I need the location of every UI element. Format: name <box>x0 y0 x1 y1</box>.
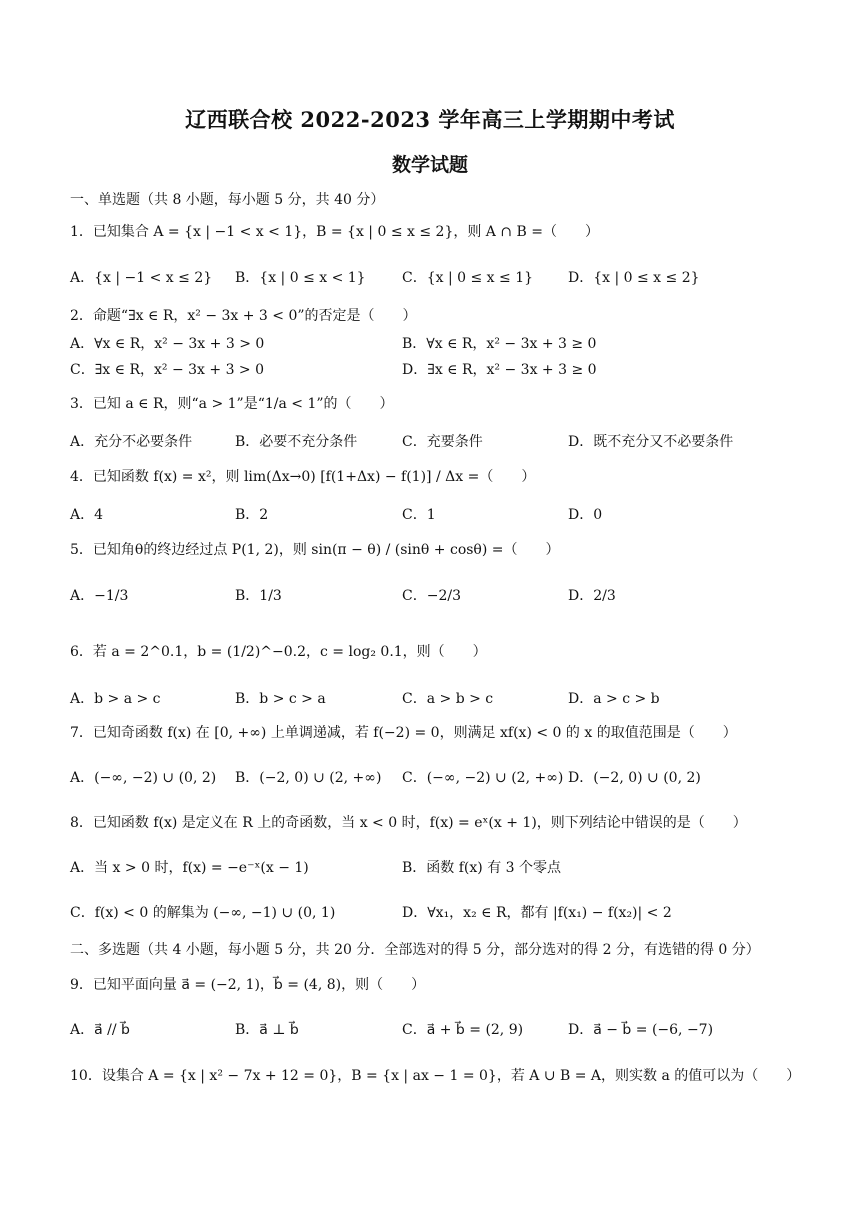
question-5-stem: 5．已知角θ的终边经过点 P(1, 2)，则 sin(π − θ) / (sinθ + cosθ) =（ ） <box>70 542 560 558</box>
question-2-option-c: C．∃x ∈ R，x² − 3x + 3 > 0 <box>70 362 265 378</box>
question-1-option-b: B．{x | 0 ≤ x < 1} <box>235 270 366 286</box>
question-7-option-d: D．(−2, 0) ∪ (0, 2) <box>568 770 701 786</box>
question-7-option-c: C．(−∞, −2) ∪ (2, +∞) <box>402 770 564 786</box>
question-4-option-d: D．0 <box>568 507 603 523</box>
question-10-stem: 10．设集合 A = {x | x² − 7x + 12 = 0}，B = {x | ax − 1 = 0}，若 A ∪ B = A，则实数 a 的值可以为（ ） <box>70 1068 801 1084</box>
question-8-option-d: D．∀x₁，x₂ ∈ R，都有 |f(x₁) − f(x₂)| < 2 <box>402 905 672 921</box>
question-1-option-d: D．{x | 0 ≤ x ≤ 2} <box>568 270 700 286</box>
question-5-option-a: A．−1/3 <box>70 588 129 604</box>
question-9-option-d: D．a⃗ − b⃗ = (−6, −7) <box>568 1022 714 1038</box>
question-6-option-a: A．b > a > c <box>70 691 161 707</box>
question-8-stem: 8．已知函数 f(x) 是定义在 R 上的奇函数，当 x < 0 时，f(x) = eˣ(x + 1)，则下列结论中错误的是（ ） <box>70 815 747 831</box>
question-6-option-c: C．a > b > c <box>402 691 494 707</box>
question-4-option-b: B．2 <box>235 507 269 523</box>
question-8-option-b: B．函数 f(x) 有 3 个零点 <box>402 860 561 876</box>
exam-title: 辽西联合校 2022-2023 学年高三上学期期中考试 <box>185 107 675 132</box>
question-4-option-c: C．1 <box>402 507 436 523</box>
question-7-option-a: A．(−∞, −2) ∪ (0, 2) <box>70 770 217 786</box>
question-7-stem: 7．已知奇函数 f(x) 在 [0, +∞) 上单调递减，若 f(−2) = 0，则满足 xf(x) < 0 的 x 的取值范围是（ ） <box>70 725 737 741</box>
section-heading-multiple-choice: 二、多选题（共 4 小题，每小题 5 分，共 20 分．全部选对的得 5 分，部分选对的得 2 分，有选错的得 0 分） <box>70 942 760 958</box>
question-3-option-c: C．充要条件 <box>402 434 483 450</box>
question-2-stem: 2．命题“∃x ∈ R，x² − 3x + 3 < 0”的否定是（ ） <box>70 308 417 324</box>
question-9-stem: 9．已知平面向量 a⃗ = (−2, 1)，b⃗ = (4, 8)，则（ ） <box>70 977 426 993</box>
section-heading-single-choice: 一、单选题（共 8 小题，每小题 5 分，共 40 分） <box>70 192 385 208</box>
question-3-option-a: A．充分不必要条件 <box>70 434 193 450</box>
question-2-option-b: B．∀x ∈ R，x² − 3x + 3 ≥ 0 <box>402 336 597 352</box>
question-3-option-b: B．必要不充分条件 <box>235 434 358 450</box>
exam-subtitle: 数学试题 <box>391 154 468 176</box>
question-6-option-d: D．a > c > b <box>568 691 660 707</box>
question-4-option-a: A．4 <box>70 507 104 523</box>
question-6-option-b: B．b > c > a <box>235 691 326 707</box>
question-5-option-d: D．2/3 <box>568 588 616 604</box>
question-8-option-c: C．f(x) < 0 的解集为 (−∞, −1) ∪ (0, 1) <box>70 905 336 921</box>
question-2-option-d: D．∃x ∈ R，x² − 3x + 3 ≥ 0 <box>402 362 597 378</box>
question-1-stem: 1．已知集合 A = {x | −1 < x < 1}，B = {x | 0 ≤ x ≤ 2}，则 A ∩ B =（ ） <box>70 224 600 240</box>
question-7-option-b: B．(−2, 0) ∪ (2, +∞) <box>235 770 382 786</box>
question-9-option-b: B．a⃗ ⊥ b⃗ <box>235 1022 299 1038</box>
question-8-option-a: A．当 x > 0 时，f(x) = −e⁻ˣ(x − 1) <box>70 860 309 876</box>
question-4-stem: 4．已知函数 f(x) = x²，则 lim(Δx→0) [f(1+Δx) − f(1)] / Δx =（ ） <box>70 469 536 485</box>
question-6-stem: 6．若 a = 2^0.1，b = (1/2)^−0.2，c = log₂ 0.1，则（ ） <box>70 644 487 660</box>
question-3-option-d: D．既不充分又不必要条件 <box>568 434 734 450</box>
question-5-option-c: C．−2/3 <box>402 588 461 604</box>
question-1-option-a: A．{x | −1 < x ≤ 2} <box>70 270 213 286</box>
question-3-stem: 3．已知 a ∈ R，则“a > 1”是“1/a < 1”的（ ） <box>70 396 394 412</box>
question-1-option-c: C．{x | 0 ≤ x ≤ 1} <box>402 270 534 286</box>
question-2-option-a: A．∀x ∈ R，x² − 3x + 3 > 0 <box>70 336 265 352</box>
question-9-option-c: C．a⃗ + b⃗ = (2, 9) <box>402 1022 524 1038</box>
question-9-option-a: A．a⃗ // b⃗ <box>70 1022 130 1038</box>
question-5-option-b: B．1/3 <box>235 588 282 604</box>
